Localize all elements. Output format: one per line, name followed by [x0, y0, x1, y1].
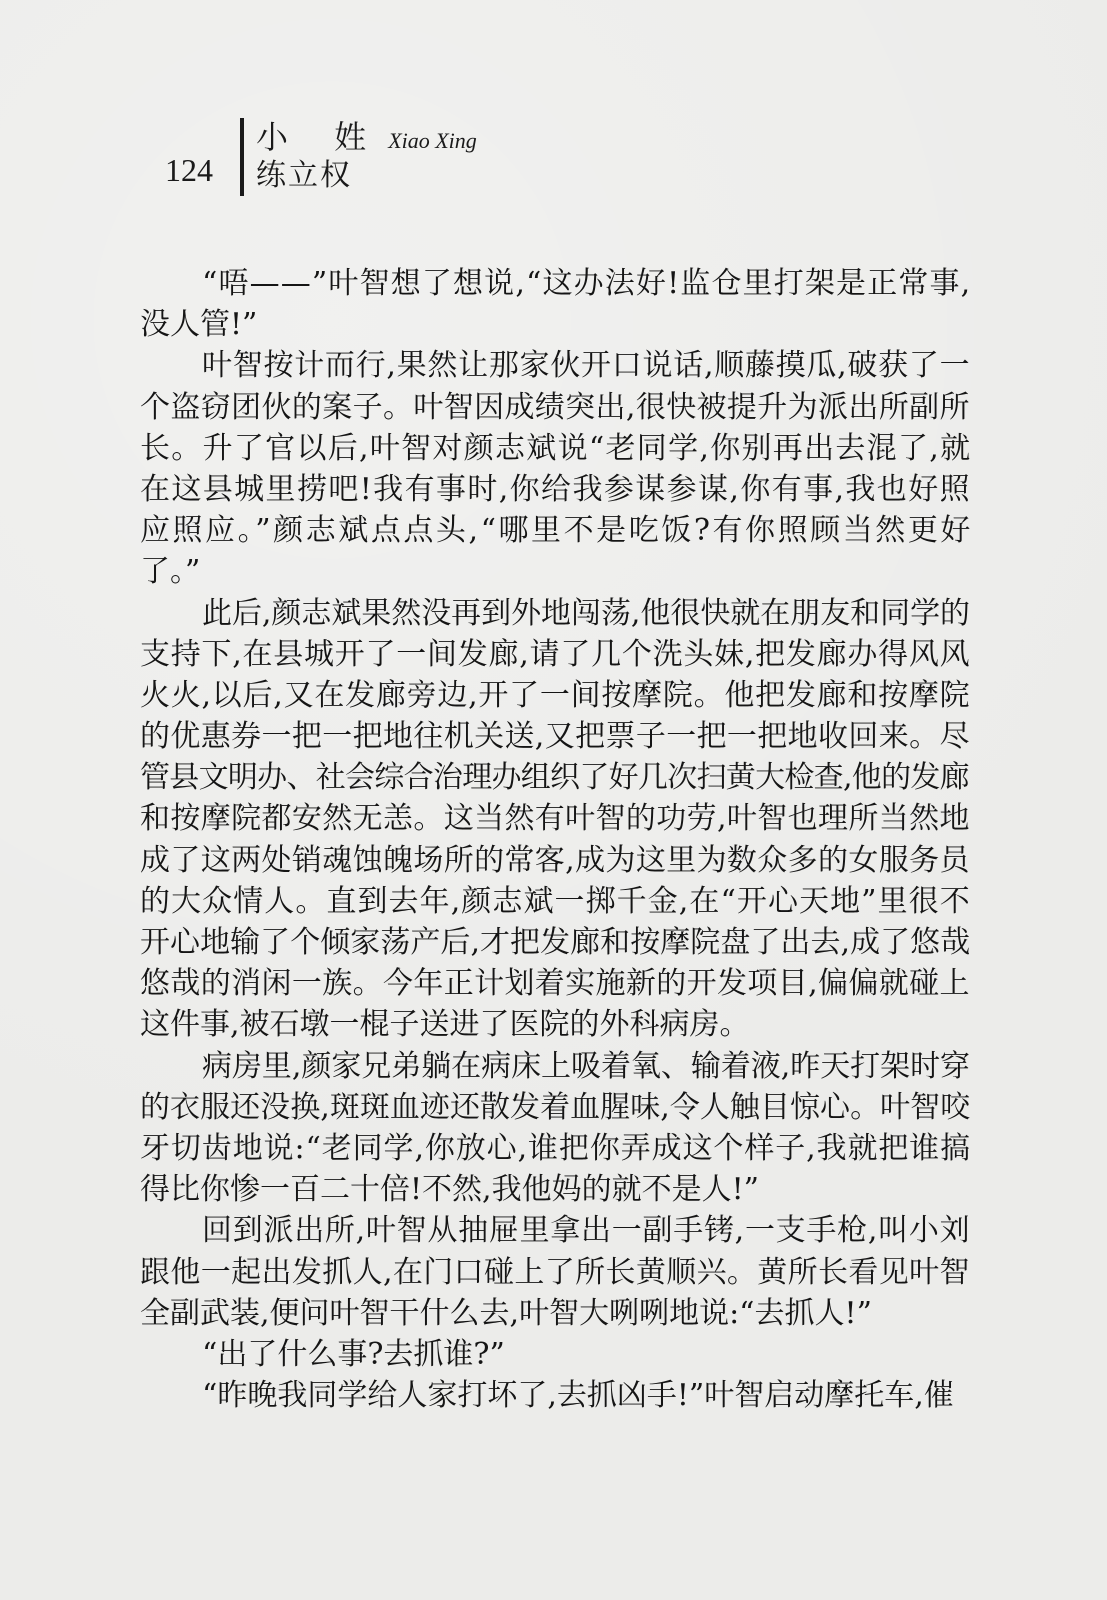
- text-line: 个盗窃团伙的案子。叶智因成绩突出,很快被提升为派出所副所: [140, 389, 970, 425]
- text-line: 在这县城里捞吧!我有事时,你给我参谋参谋,你有事,我也好照: [140, 471, 971, 507]
- text-line: 的衣服还没换,斑斑血迹还散发着血腥味,令人触目惊心。叶智咬: [140, 1089, 971, 1125]
- text-line: 了。”: [140, 554, 201, 590]
- series-title: 小 姓: [256, 118, 385, 156]
- text-line: 得比你惨一百二十倍!不然,我他妈的就不是人!”: [140, 1172, 759, 1208]
- series-heading: [256, 112, 477, 158]
- author-name: 练立权: [256, 158, 352, 193]
- series-title-roman: Xiao Xing: [388, 128, 477, 153]
- text-line: 没人管!”: [140, 307, 258, 343]
- text-line: “出了什么事?去抓谁?”: [202, 1336, 505, 1372]
- text-line: “唔——”叶智想了想说,“这办法好!监仓里打架是正常事,: [202, 266, 972, 301]
- body-text: [140, 263, 973, 1416]
- text-line: 支持下,在县城开了一间发廊,请了几个洗头妹,把发廊办得风风: [140, 636, 971, 672]
- text-line: 牙切齿地说:“老同学,你放心,谁把你弄成这个样子,我就把谁搞: [140, 1130, 972, 1166]
- text-line: 全副武装,便问叶智干什么去,叶智大咧咧地说:“去抓人!”: [140, 1295, 872, 1331]
- text-line: 成了这两处销魂蚀魄场所的常客,成为这里为数众多的女服务员: [140, 842, 970, 878]
- text-line: 的优惠券一把一把地往机关送,又把票子一把一把地收回来。尽: [140, 719, 970, 755]
- header-divider: [240, 118, 244, 196]
- text-line: 长。升了官以后,叶智对颜志斌说“老同学,你别再出去混了,就: [140, 430, 972, 466]
- text-line: 这件事,被石墩一棍子送进了医院的外科病房。: [140, 1007, 750, 1043]
- text-line: 病房里,颜家兄弟躺在病床上吸着氧、输着液,昨天打架时穿: [202, 1048, 970, 1084]
- text-line: 管县文明办、社会综合治理办组织了好几次扫黄大检查,他的发廊: [140, 760, 969, 796]
- text-line: 悠哉的消闲一族。今年正计划着实施新的开发项目,偏偏就碰上: [140, 966, 970, 1002]
- text-line: 和按摩院都安然无恙。这当然有叶智的功劳,叶智也理所当然地: [140, 801, 970, 837]
- text-line: 的大众情人。直到去年,颜志斌一掷千金,在“开心天地”里很不: [140, 883, 971, 919]
- text-line: 此后,颜志斌果然没再到外地闯荡,他很快就在朋友和同学的: [202, 595, 970, 631]
- text-line: 应照应。”颜志斌点点头,“哪里不是吃饭?有你照顾当然更好: [140, 513, 973, 549]
- running-header: [0, 0, 1107, 230]
- text-line: 叶智按计而行,果然让那家伙开口说话,顺藤摸瓜,破获了一: [202, 348, 971, 384]
- text-line: 火火,以后,又在发廊旁边,开了一间按摩院。他把发廊和按摩院: [140, 677, 971, 713]
- page-number: 124: [165, 152, 213, 188]
- text-line: “昨晚我同学给人家打坏了,去抓凶手!”叶智启动摩托车,催: [202, 1378, 954, 1414]
- text-line: 开心地输了个倾家荡产后,才把发廊和按摩院盘了出去,成了悠哉: [140, 925, 971, 960]
- text-line: 跟他一起出发抓人,在门口碰上了所长黄顺兴。黄所长看见叶智: [140, 1254, 970, 1290]
- text-line: 回到派出所,叶智从抽屉里拿出一副手铐,一支手枪,叫小刘: [202, 1213, 971, 1249]
